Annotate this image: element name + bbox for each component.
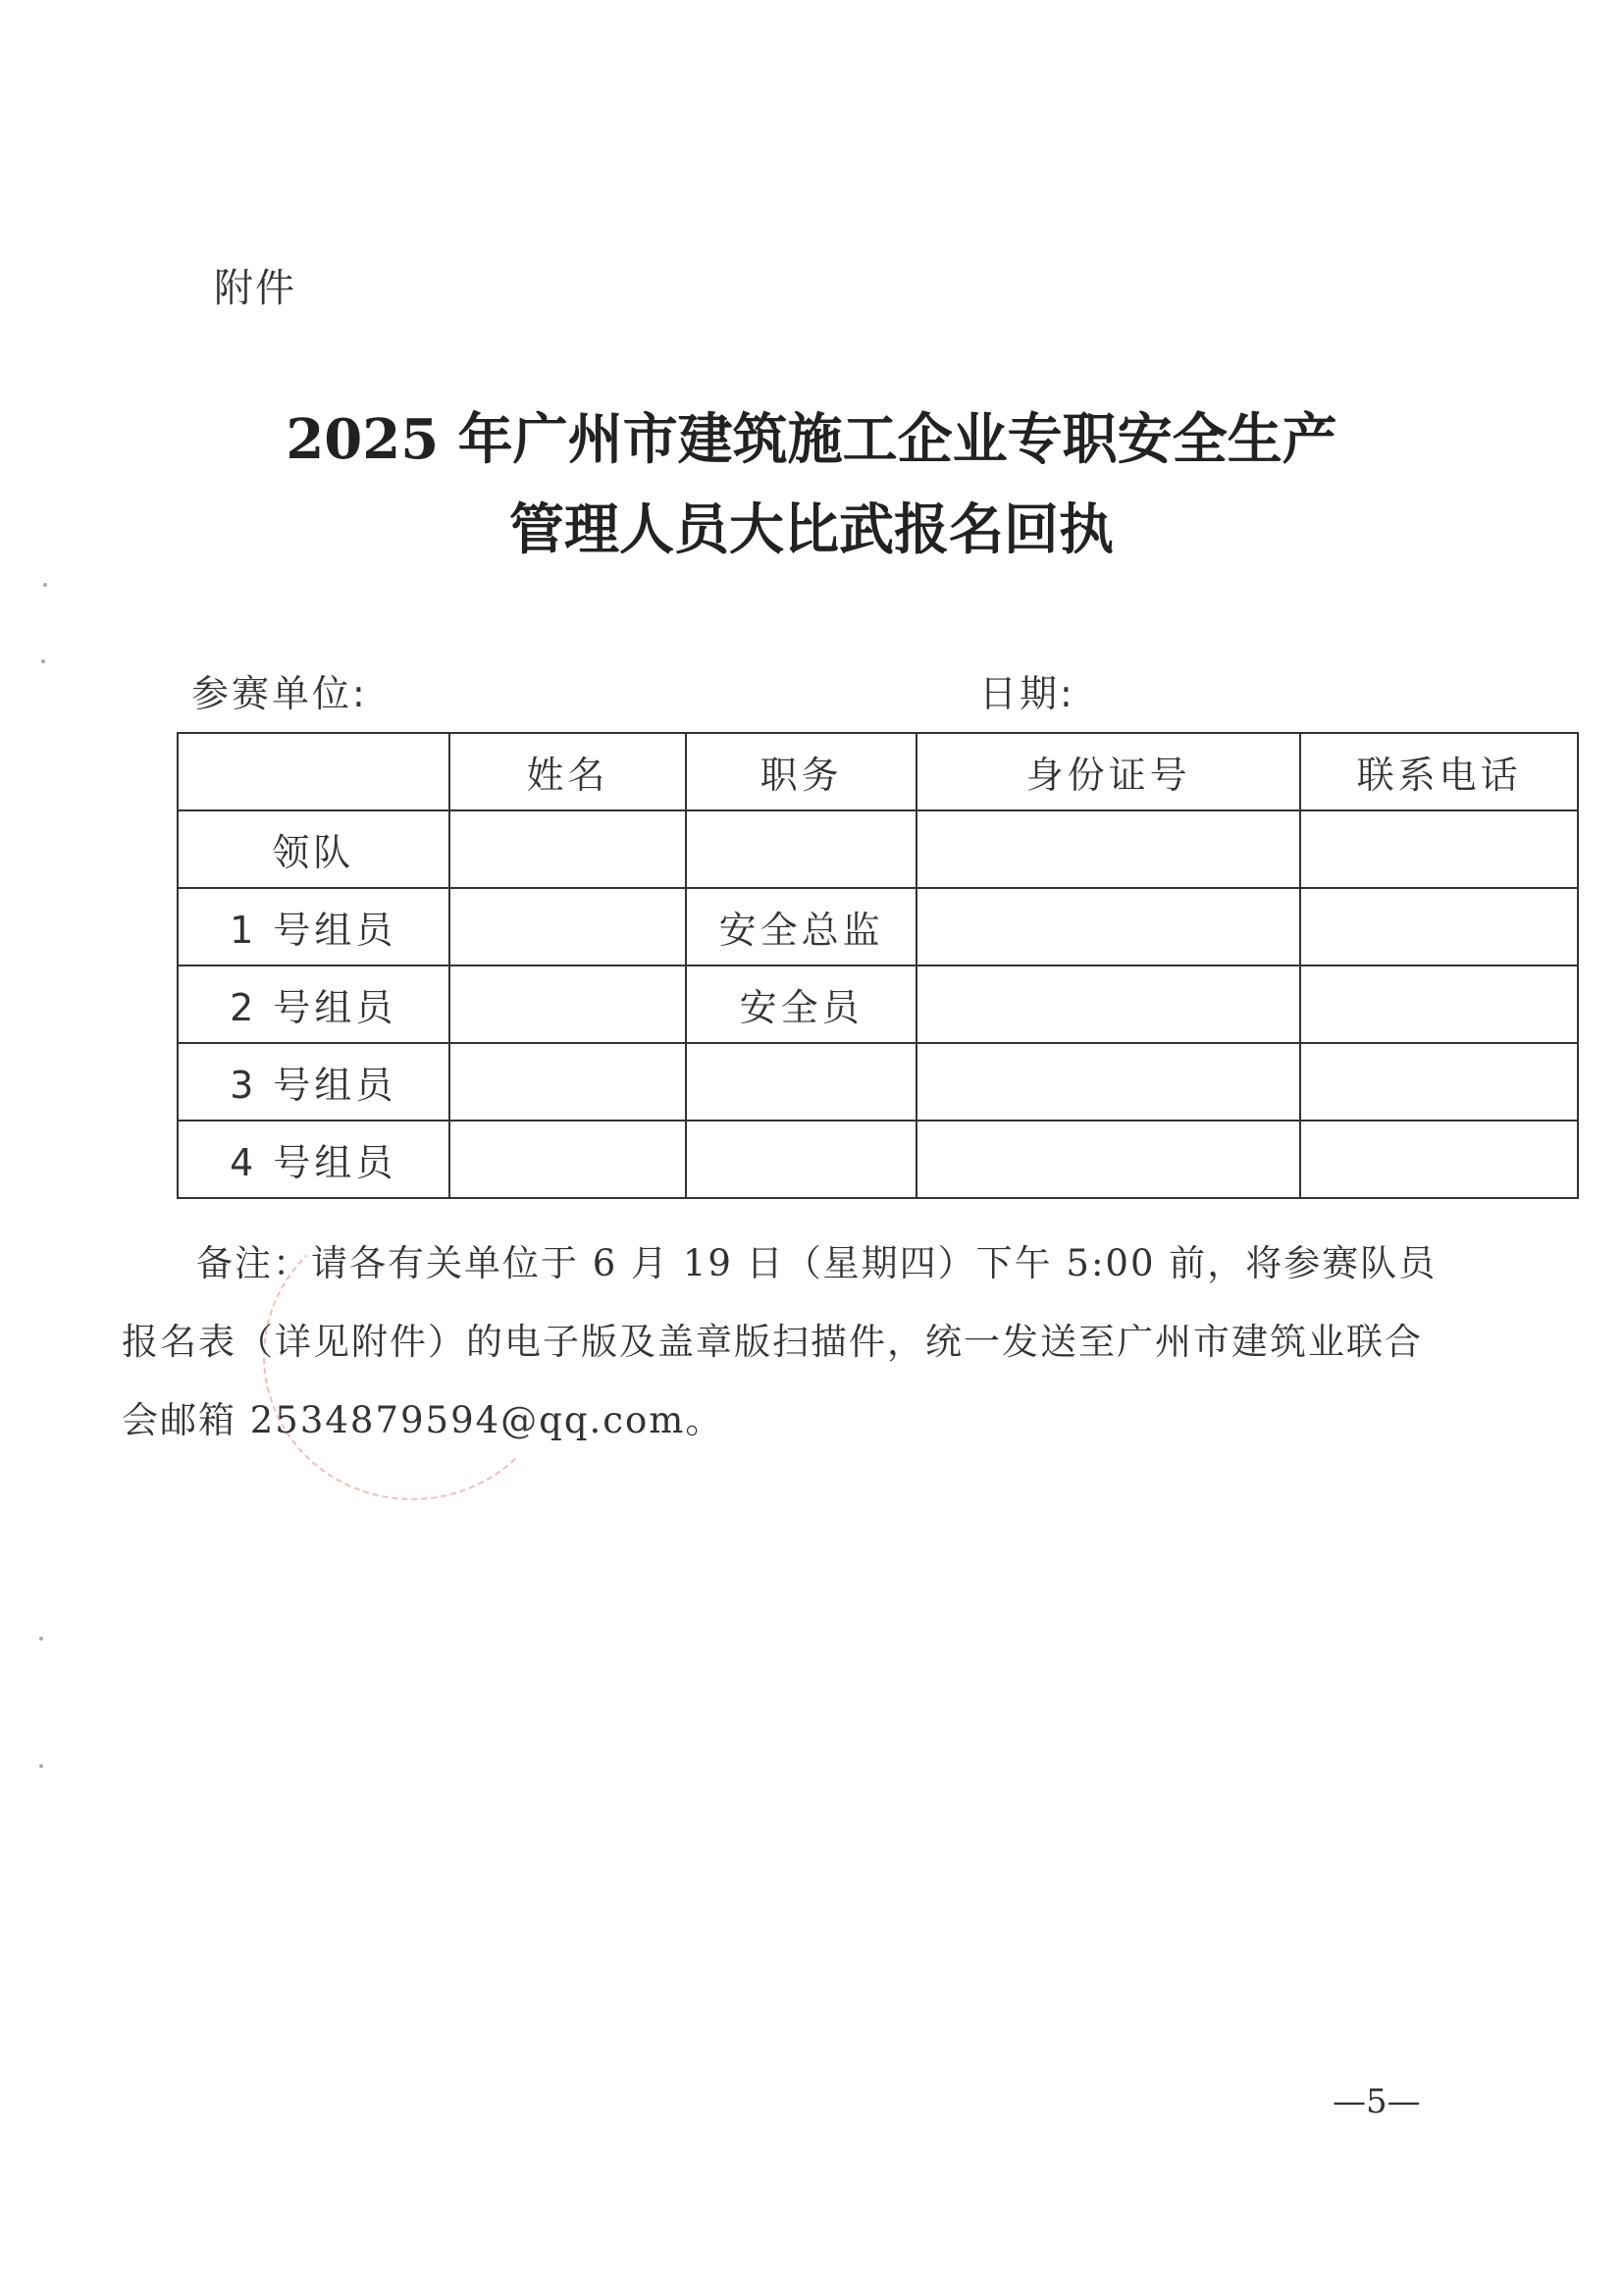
row-role-cell: 2 号组员	[178, 965, 449, 1043]
document-title-line2: 管理人员大比武报名回执	[509, 497, 1114, 562]
registration-table	[177, 732, 1579, 1199]
position-cell[interactable]	[686, 810, 916, 888]
header-cell-role	[178, 733, 449, 810]
phone-cell[interactable]	[1300, 810, 1578, 888]
header-cell-name: 姓名	[449, 733, 687, 810]
header-cell-position: 职务	[686, 733, 916, 810]
position-cell[interactable]	[686, 1043, 916, 1121]
position-cell[interactable]	[686, 1121, 916, 1198]
scan-speck	[43, 583, 47, 587]
row-role-cell: 领队	[178, 810, 449, 888]
participating-unit-label: 参赛单位:	[191, 672, 368, 715]
position-cell: 安全员	[686, 965, 916, 1043]
phone-cell[interactable]	[1300, 965, 1578, 1043]
header-cell-id-number: 身份证号	[916, 733, 1300, 810]
phone-cell[interactable]	[1300, 1043, 1578, 1121]
phone-cell[interactable]	[1300, 888, 1578, 965]
id-number-cell[interactable]	[916, 810, 1300, 888]
remarks-paragraph: 备注：请各有关单位于 6 月 19 日（星期四）下午 5:00 前，将参赛队员报名表（详见附件）的电子版及盖章版扫描件，统一发送至广州市建筑业联合会邮箱 2534879594@qq.com。	[122, 1242, 1438, 1441]
scan-speck	[39, 1637, 43, 1641]
id-number-cell[interactable]	[916, 1043, 1300, 1121]
page-number: —5—	[1333, 2082, 1421, 2121]
id-number-cell[interactable]	[916, 888, 1300, 965]
table-row	[178, 965, 1578, 1043]
name-cell[interactable]	[449, 888, 687, 965]
document-title-line1: 2025 年广州市建筑施工企业专职安全生产	[286, 407, 1337, 472]
table-row	[178, 888, 1578, 965]
date-label: 日期:	[979, 672, 1075, 715]
name-cell[interactable]	[449, 965, 687, 1043]
phone-cell[interactable]	[1300, 1121, 1578, 1198]
table-row	[178, 1121, 1578, 1198]
table-row	[178, 810, 1578, 888]
name-cell[interactable]	[449, 1043, 687, 1121]
scan-speck	[39, 1764, 43, 1768]
name-cell[interactable]	[449, 1121, 687, 1198]
row-role-cell: 4 号组员	[178, 1121, 449, 1198]
name-cell[interactable]	[449, 810, 687, 888]
header-cell-phone: 联系电话	[1300, 733, 1578, 810]
id-number-cell[interactable]	[916, 1121, 1300, 1198]
row-role-cell: 3 号组员	[178, 1043, 449, 1121]
position-cell: 安全总监	[686, 888, 916, 965]
table-header-row	[178, 733, 1578, 810]
row-role-cell: 1 号组员	[178, 888, 449, 965]
table-row	[178, 1043, 1578, 1121]
id-number-cell[interactable]	[916, 965, 1300, 1043]
attachment-label: 附件	[214, 266, 296, 311]
scan-speck	[41, 659, 45, 663]
